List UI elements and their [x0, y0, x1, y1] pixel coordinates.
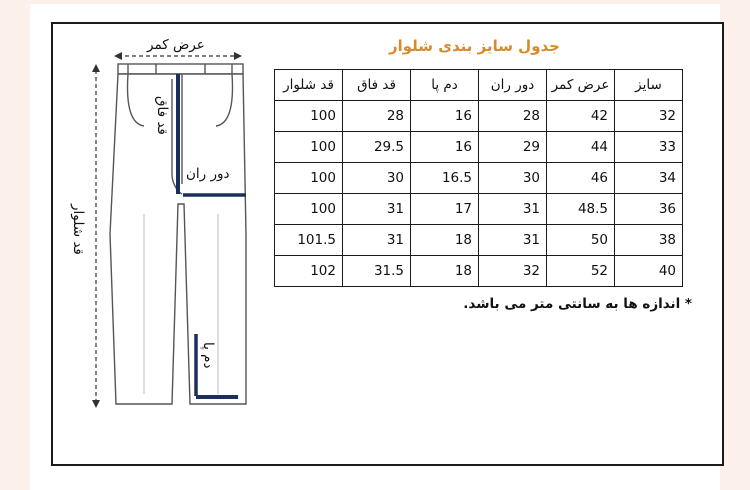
cell-waist-width: 50: [547, 225, 615, 256]
size-table: [274, 69, 683, 287]
cell-rise: 28: [343, 101, 411, 132]
cell-rise: 31: [343, 225, 411, 256]
cell-length: 100: [275, 101, 343, 132]
cell-size: 40: [615, 256, 683, 287]
header-hem: دم پا: [411, 70, 479, 101]
cell-thigh: 28: [479, 101, 547, 132]
hem-label: دم پا: [200, 342, 216, 369]
cell-waist-width: 52: [547, 256, 615, 287]
cell-waist-width: 42: [547, 101, 615, 132]
cell-hem: 18: [411, 225, 479, 256]
table-row: [275, 163, 683, 194]
cell-length: 102: [275, 256, 343, 287]
cell-size: 36: [615, 194, 683, 225]
header-size: سایز: [615, 70, 683, 101]
table-row: [275, 256, 683, 287]
cell-length: 100: [275, 194, 343, 225]
cell-size: 33: [615, 132, 683, 163]
table-header-row: [275, 70, 683, 101]
cell-size: 34: [615, 163, 683, 194]
cell-waist-width: 46: [547, 163, 615, 194]
table-row: [275, 101, 683, 132]
rise-label: قد فاق: [154, 96, 170, 135]
length-dimension-line: [92, 64, 100, 408]
header-thigh: دور ران: [479, 70, 547, 101]
header-length: قد شلوار: [275, 70, 343, 101]
cell-thigh: 30: [479, 163, 547, 194]
cell-thigh: 31: [479, 194, 547, 225]
cell-rise: 31: [343, 194, 411, 225]
cell-hem: 16: [411, 101, 479, 132]
table-row: [275, 194, 683, 225]
cell-rise: 30: [343, 163, 411, 194]
cell-thigh: 31: [479, 225, 547, 256]
header-waist-width: عرض کمر: [547, 70, 615, 101]
cell-length: 100: [275, 132, 343, 163]
table-row: [275, 225, 683, 256]
cell-waist-width: 44: [547, 132, 615, 163]
cell-rise: 31.5: [343, 256, 411, 287]
units-note: * اندازه ها به سانتی متر می باشد.: [463, 296, 692, 312]
cell-hem: 16.5: [411, 163, 479, 194]
cell-size: 32: [615, 101, 683, 132]
cell-length: 100: [275, 163, 343, 194]
waist-dimension-line: [114, 52, 242, 60]
header-rise: قد فاق: [343, 70, 411, 101]
page-title: جدول سایز بندی شلوار: [388, 37, 560, 55]
cell-hem: 16: [411, 132, 479, 163]
cell-size: 38: [615, 225, 683, 256]
pants-diagram: [60, 34, 270, 414]
cell-length: 101.5: [275, 225, 343, 256]
cell-hem: 18: [411, 256, 479, 287]
table-row: [275, 132, 683, 163]
cell-rise: 29.5: [343, 132, 411, 163]
waist-label: عرض کمر: [147, 37, 205, 53]
cell-thigh: 32: [479, 256, 547, 287]
thigh-label: دور ران: [186, 166, 230, 182]
cell-thigh: 29: [479, 132, 547, 163]
length-label: قد شلوار: [70, 204, 86, 255]
cell-hem: 17: [411, 194, 479, 225]
cell-waist-width: 48.5: [547, 194, 615, 225]
